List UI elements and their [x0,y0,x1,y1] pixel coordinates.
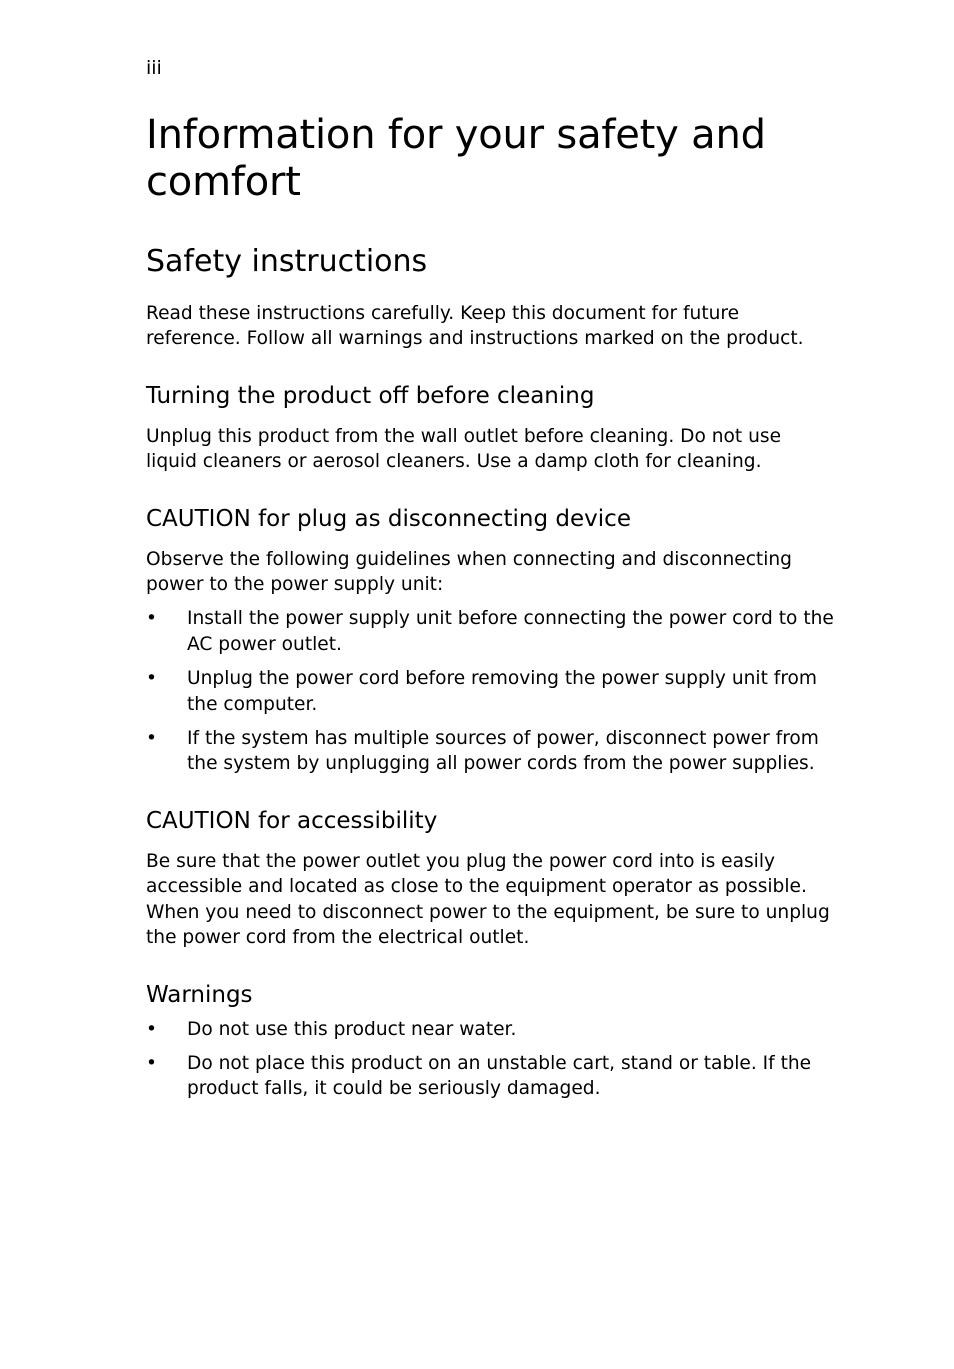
warnings-heading: Warnings [146,981,253,1008]
accessibility-paragraph: Be sure that the power outlet you plug the power cord into is easily accessible and located as close to the equipment operator as possible. When you need to disconnect power to the equipment, be sure to unplug the power cord from the electrical outlet. [146,850,830,949]
plug-list [146,606,836,776]
list-item [146,606,836,657]
page-content [146,112,836,1102]
page-title: Information for your safety and comfort [146,112,766,205]
list-item-text: Unplug the power cord before removing the power supply unit from the computer. [187,668,818,715]
section-title: Safety instructions [146,244,428,279]
list-item-text: Install the power supply unit before connecting the power cord to the AC power outlet. [187,608,834,655]
plug-paragraph: Observe the following guidelines when connecting and disconnecting power to the power supply unit: [146,548,792,596]
list-item [146,1017,836,1042]
accessibility-heading: CAUTION for accessibility [146,807,438,834]
bullet: • [146,1052,157,1074]
list-item-text: Do not place this product on an unstable cart, stand or table. If the product falls, it could be seriously damaged. [187,1052,812,1100]
bullet: • [146,728,157,750]
cleaning-heading: Turning the product off before cleaning [146,382,595,409]
intro-paragraph: Read these instructions carefully. Keep this document for future reference. Follow all warnings and instructions marked on the product. [146,303,804,350]
list-item [146,726,836,777]
bullet: • [146,608,157,630]
list-item [146,1051,836,1102]
page-number: iii [146,57,162,79]
cleaning-paragraph: Unplug this product from the wall outlet before cleaning. Do not use liquid cleaners or aerosol cleaners. Use a damp cloth for cleaning. [146,425,782,473]
list-item-text: Do not use this product near water. [187,1018,517,1040]
bullet: • [146,668,157,690]
list-item-text: If the system has multiple sources of power, disconnect power from the system by unplugging all power cords from the power supplies. [187,728,819,775]
plug-heading: CAUTION for plug as disconnecting device [146,505,631,532]
list-item [146,666,836,717]
bullet: • [146,1018,157,1040]
warnings-list [146,1017,836,1102]
